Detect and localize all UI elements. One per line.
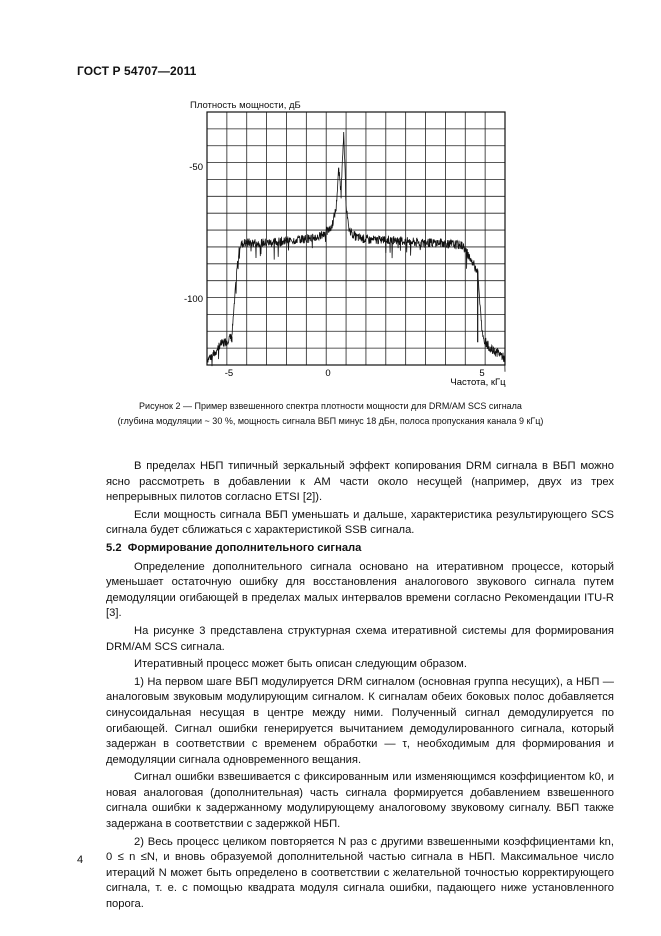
paragraph-2: Если мощность сигнала ВБП уменьшать и дальше, характеристика результирующего SCS сигнала будет сближаться с характеристикой SSB сигнала. [106, 508, 614, 537]
spectrum-trace [207, 132, 505, 372]
chart-y-axis-label: Плотность мощности, дБ [190, 100, 301, 111]
paragraph-7: Сигнал ошибки взвешивается с фиксированным или изменяющимся коэффициентом k0, и новая аналоговая (дополнительная) часть сигнала формируется добавлением взвешенного сигнала ошибки к задержанному модулирующему аналоговому звуковому сигналу. ВБП также задержана в соответствии с задержкой НБП. [106, 771, 614, 831]
paragraph-8: 2) Весь процесс целиком повторяется N раз с другими взвешенными коэффициентами kn, 0 ≤ n ≤N, и вновь образуемой дополнительной частью сигнала в НБП. Максимальное число итераций N может быть определено в соответствии с желательной точностью корректирующего сигнала, т. е. с помощью квадрата модуля сигнала ошибки, падающего ниже установленного порога. [106, 835, 614, 911]
paragraph-3: Определение дополнительного сигнала основано на итеративном процессе, который уменьшает остаточную ошибку для восстановления аналогового звукового сигнала путем демодуляции огибающей в пределах малых интервалов времени согласно Рекомендации ITU-R [3]. [106, 560, 614, 620]
section-heading [106, 541, 614, 557]
y-tick-label-100: -100 [183, 294, 203, 305]
figure-caption-line1: Рисунок 2 — Пример взвешенного спектра плотности мощности для DRM/AM SCS сигнала [139, 401, 522, 411]
paragraph-5: Итеративный процесс может быть описан следующим образом. [134, 658, 467, 671]
x-tick-label-0: 0 [325, 368, 331, 379]
chart-trace-group [207, 129, 505, 372]
spectrum-chart [0, 0, 661, 400]
page-number: 4 [77, 854, 84, 866]
section-number: 5.2 [106, 541, 122, 554]
paragraph-4: На рисунке 3 представлена структурная схема итеративной системы для формирования DRM/AM SCS сигнала. [106, 624, 614, 653]
paragraph-1: В пределах НБП типичный зеркальный эффект копирования DRM сигнала в ВБП можно ясно рассмотреть в добавлении к АМ части около несущей (например, двух из трех непрерывных пилотов согласно ETSI [2]). [106, 460, 614, 504]
paragraph-6: 1) На первом шаге ВБП модулируется DRM сигналом (основная группа несущих), а НБП — аналоговым звуковым модулирующим сигналом. К сигналам обеих боковых полос добавляется синусоидальная несущая в центре между ними. Полученный сигнал демодулируется по огибающей. Сигнал ошибки генерируется вычитанием демодулированного сигнала, который задержан в соответствии с временем обработки — τ, необходимым для формирования и демодуляции сигнала одновременного вещания. [106, 675, 614, 766]
chart-x-axis-label: Частота, кГц [450, 377, 506, 388]
body-text [106, 459, 614, 915]
x-tick-label-5: 5 [479, 368, 485, 379]
document-header: ГОСТ Р 54707—2011 [77, 64, 197, 78]
x-tick-label-minus5: -5 [224, 368, 234, 379]
section-title: Формирование дополнительного сигнала [127, 541, 362, 554]
y-tick-label-50: -50 [189, 162, 203, 173]
figure-caption-line2: (глубина модуляции ~ 30 %, мощность сигнала ВБП минус 18 дБн, полоса пропускания канала 9 кГц) [117, 416, 544, 426]
